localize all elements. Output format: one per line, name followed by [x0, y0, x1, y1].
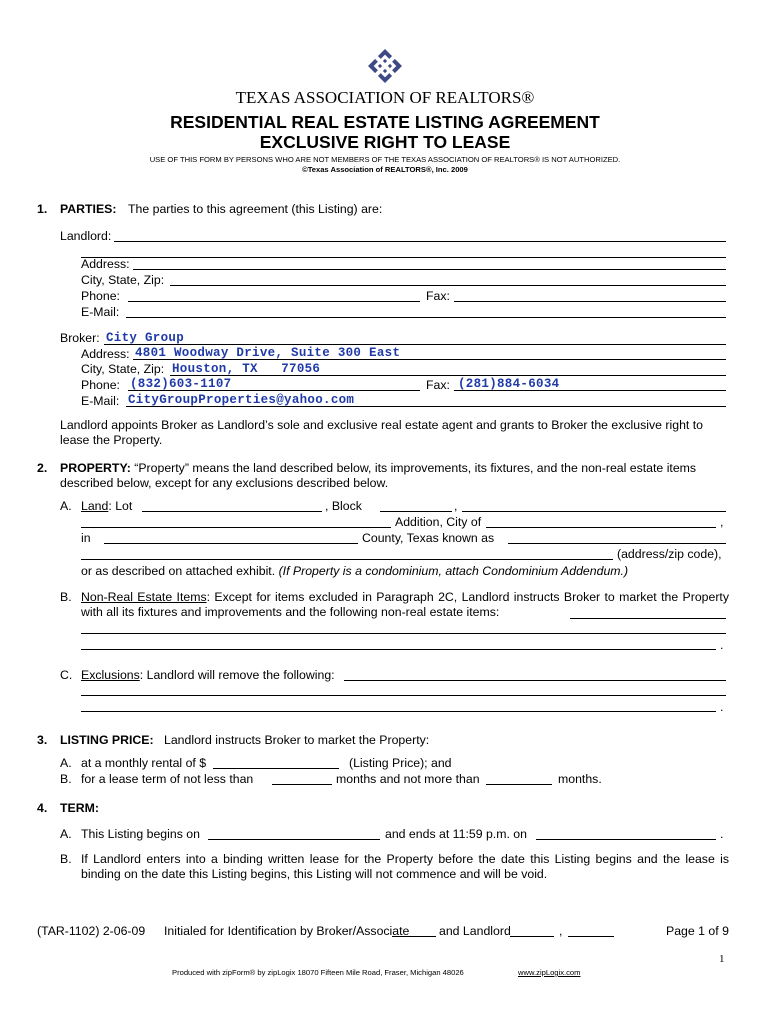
county-field[interactable]	[104, 543, 358, 544]
term-max-field[interactable]	[486, 784, 552, 785]
city-of-field[interactable]	[486, 527, 716, 528]
block-extra-field[interactable]	[462, 511, 726, 512]
broker-address-value[interactable]: 4801 Woodway Drive, Suite 300 East	[135, 346, 401, 360]
exhibit-text: or as described on attached exhibit.	[81, 564, 276, 578]
initialed-label: Initialed for Identification by Broker/Associate	[164, 924, 410, 938]
land-line	[81, 499, 132, 513]
landlord-phone-label: Phone:	[81, 289, 120, 303]
landlord-initials-field-1[interactable]	[510, 936, 554, 937]
form-id: (TAR-1102) 2-06-09	[37, 924, 146, 938]
begin-date-field[interactable]	[208, 839, 380, 840]
months-label: months.	[558, 772, 602, 786]
broker-address-field	[133, 359, 726, 360]
section-2-num: 2.	[37, 461, 48, 475]
section-3-heading: LISTING PRICE:	[60, 733, 154, 747]
address-zip-field[interactable]	[81, 559, 613, 560]
city-comma: ,	[720, 515, 724, 529]
non-real-estate-field-2[interactable]	[81, 633, 726, 634]
known-as-field[interactable]	[508, 543, 726, 544]
form-title: RESIDENTIAL REAL ESTATE LISTING AGREEMENT	[170, 112, 600, 132]
monthly-rental-label: at a monthly rental of $	[81, 756, 207, 770]
ziplogix-link[interactable]: www.zipLogix.com	[518, 968, 581, 977]
broker-fax-field	[454, 390, 726, 391]
org-name: TEXAS ASSOCIATION OF REALTORS®	[235, 88, 535, 107]
months-not-more-label: months and not more than	[336, 772, 480, 786]
landlord-initials-field-2[interactable]	[568, 936, 614, 937]
block-field[interactable]	[380, 511, 452, 512]
price-a-letter: A.	[60, 756, 72, 770]
term-min-field[interactable]	[272, 784, 332, 785]
section-4-heading: TERM:	[60, 801, 99, 815]
exclusions-field-2[interactable]	[81, 695, 726, 696]
broker-initials-field[interactable]	[392, 936, 436, 937]
ends-at-label: and ends at 11:59 p.m. on	[385, 827, 527, 841]
exclusions-field-1[interactable]	[344, 680, 726, 681]
section-4-num: 4.	[37, 801, 48, 815]
usage-notice: USE OF THIS FORM BY PERSONS WHO ARE NOT MEMBERS OF THE TEXAS ASSOCIATION OF REALTORS® IS NOT AUTHORIZED.	[149, 155, 621, 164]
landlord-city-field[interactable]	[170, 285, 726, 286]
section-3-num: 3.	[37, 733, 48, 747]
broker-fax-label: Fax:	[426, 378, 450, 392]
term-a-letter: A.	[60, 827, 72, 841]
non-real-estate-field-3[interactable]	[81, 649, 716, 650]
landlord-fax-label: Fax:	[426, 289, 450, 303]
item-c-letter: C.	[60, 668, 73, 682]
landlord-field[interactable]	[114, 241, 726, 242]
broker-email-label: E-Mail:	[81, 394, 120, 408]
block-label: , Block	[325, 499, 362, 513]
landlord-fax-field[interactable]	[454, 301, 726, 302]
price-b-letter: B.	[60, 772, 72, 786]
addition-field[interactable]	[81, 527, 391, 528]
broker-phone-field	[128, 390, 420, 391]
page-indicator: Page 1 of 9	[666, 924, 729, 938]
non-real-estate-title: Non-Real Estate Items	[81, 590, 207, 604]
lot-label: : Lot	[108, 499, 133, 513]
landlord-phone-field[interactable]	[128, 301, 420, 302]
address-zip-label: (address/zip code),	[617, 547, 722, 561]
listing-price-label: (Listing Price); and	[349, 756, 452, 770]
listing-begins-label: This Listing begins on	[81, 827, 200, 841]
land-title: Land	[81, 499, 109, 513]
term-b-text: If Landlord enters into a binding written lease for the Property before the date this Listing begins and the lease is binding on the date this Listing begins, this Listing will not commence and will be void.	[81, 852, 729, 881]
term-a-period: .	[720, 827, 724, 841]
broker-city-label: City, State, Zip:	[81, 362, 165, 376]
exhibit-line	[81, 564, 628, 578]
broker-name-value[interactable]: City Group	[106, 331, 185, 345]
landlord-email-field[interactable]	[126, 317, 726, 318]
exclusions-text: : Landlord will remove the following:	[139, 668, 335, 682]
appoint-text: Landlord appoints Broker as Landlord’s sole and exclusive real estate agent and grants to Broker the exclusive right to lease the Property.	[60, 418, 704, 447]
term-b-letter: B.	[60, 852, 72, 866]
non-real-estate-field-1[interactable]	[570, 618, 726, 619]
broker-fax-value[interactable]: (281)884-6034	[458, 377, 560, 391]
monthly-rental-field[interactable]	[213, 768, 339, 769]
end-date-field[interactable]	[536, 839, 716, 840]
landlord-address-field[interactable]	[133, 269, 726, 270]
section-2-intro: “Property” means the land described below, its improvements, its fixtures, and the non-real estate items described below, except for any exclusions described below.	[60, 461, 697, 490]
item-b-letter: B.	[60, 590, 72, 604]
item-b-body	[81, 590, 729, 620]
section-2-body	[60, 461, 728, 491]
broker-city-value[interactable]: Houston, TX 77056	[172, 362, 321, 376]
item-b-period: .	[720, 638, 724, 652]
item-c-period: .	[720, 700, 724, 714]
landlord-email-label: E-Mail:	[81, 305, 120, 319]
broker-name-field	[104, 344, 726, 345]
county-label: County, Texas known as	[362, 531, 495, 545]
section-1-heading: PARTIES:	[60, 202, 117, 216]
tar-logo	[367, 48, 403, 84]
broker-email-field	[126, 406, 726, 407]
section-1-num: 1.	[37, 202, 48, 216]
item-c-body	[81, 668, 335, 682]
page-number: 1	[719, 953, 725, 965]
item-a-letter: A.	[60, 499, 72, 513]
lot-field[interactable]	[142, 511, 322, 512]
broker-phone-label: Phone:	[81, 378, 120, 392]
section-2-heading: PROPERTY:	[60, 461, 131, 475]
landlord-field-2[interactable]	[81, 257, 726, 258]
block-comma: ,	[454, 499, 458, 513]
lease-term-label: for a lease term of not less than	[81, 772, 254, 786]
broker-email-value[interactable]: CityGroupProperties@yahoo.com	[128, 393, 355, 407]
broker-label: Broker:	[60, 331, 100, 345]
condo-note: (If Property is a condominium, attach Condominium Addendum.)	[278, 564, 629, 578]
produced-with: Produced with zipForm® by zipLogix 18070 Fifteen Mile Road, Fraser, Michigan 48026	[172, 968, 464, 977]
copyright: ©Texas Association of REALTORS®, Inc. 2009	[302, 165, 468, 174]
non-real-estate-text: : Except for items excluded in Paragraph 2C, Landlord instructs Broker to market the Property with all its fixtures and improvements and the following non-real estate items:	[81, 590, 729, 619]
addition-label: Addition, City of	[395, 515, 482, 529]
section-1-intro: The parties to this agreement (this Listing) are:	[128, 202, 383, 216]
exclusions-title: Exclusions	[81, 668, 140, 682]
landlord-label: Landlord:	[60, 229, 112, 243]
broker-phone-value[interactable]: (832)603-1107	[130, 377, 232, 391]
landlord-city-label: City, State, Zip:	[81, 273, 165, 287]
exclusions-field-3[interactable]	[81, 711, 716, 712]
broker-city-field	[170, 375, 726, 376]
form-subtitle: EXCLUSIVE RIGHT TO LEASE	[259, 132, 511, 152]
and-landlord-label: and Landlord	[439, 924, 511, 938]
broker-address-label: Address:	[81, 347, 130, 361]
in-label: in	[81, 531, 91, 545]
initials-comma: ,	[559, 924, 563, 938]
section-3-intro: Landlord instructs Broker to market the Property:	[164, 733, 430, 747]
landlord-address-label: Address:	[81, 257, 130, 271]
